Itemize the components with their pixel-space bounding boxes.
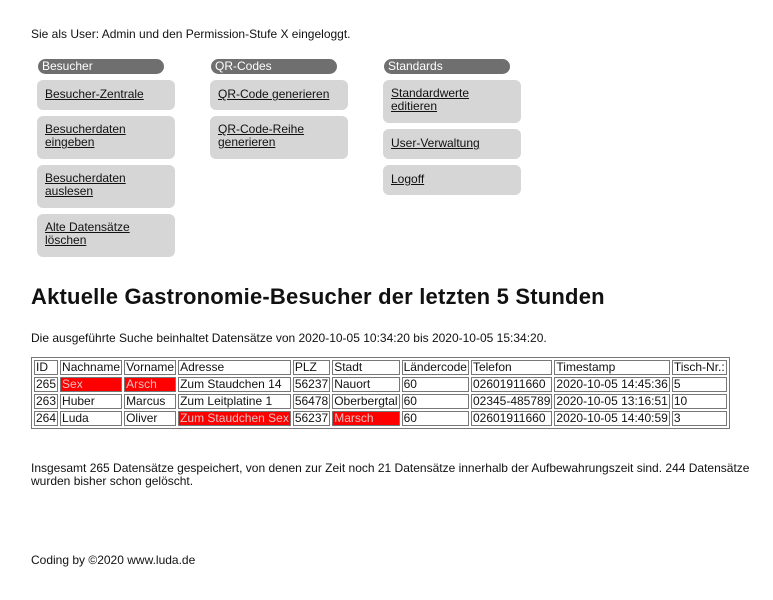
- table-cell: 56478: [294, 394, 329, 408]
- column-header: Nachname: [62, 360, 121, 374]
- table-cell: 60: [402, 411, 469, 426]
- nav-alte-datensaetze-loeschen[interactable]: Alte Datensätze löschen: [37, 214, 175, 257]
- table-cell: 02601911660: [471, 377, 552, 392]
- column-header: Timestamp: [554, 360, 669, 375]
- search-range-info: Die ausgeführte Suche beinhaltet Datensätze von 2020-10-05 10:34:20 bis 2020-10-05 15:34:20.: [31, 331, 547, 345]
- page-title: Aktuelle Gastronomie-Besucher der letzten 5 Stunden: [31, 284, 605, 309]
- nav-qr-code-reihe-generieren[interactable]: QR-Code-Reihe generieren: [210, 116, 348, 159]
- table-cell: 5: [672, 377, 727, 392]
- nav-user-verwaltung[interactable]: User-Verwaltung: [383, 129, 521, 159]
- storage-summary: Insgesamt 265 Datensätze gespeichert, von denen zur Zeit noch 21 Datensätze innerhalb der Aufbewahrungszeit sind. 244 Datensätze wurden bisher schon gelöscht.: [31, 461, 750, 488]
- table-cell: 2020-10-05 14:45:36: [556, 377, 668, 391]
- table-cell: 10: [672, 394, 727, 409]
- footer-credit: Coding by ©2020 www.luda.de: [31, 553, 196, 567]
- table-cell-highlighted: Sex: [60, 377, 122, 392]
- column-header: PLZ: [293, 360, 330, 375]
- table-cell: 60: [402, 377, 469, 392]
- table-cell: 2020-10-05 14:40:59: [556, 411, 668, 425]
- nav-group-qrcodes: [210, 59, 348, 159]
- table-cell: 263: [36, 394, 57, 408]
- table-cell: Huber: [60, 394, 122, 409]
- table-cell: 60: [402, 394, 469, 409]
- table-cell: Zum Leitplatine 1: [178, 394, 291, 409]
- column-header: Ländercode: [403, 360, 467, 374]
- table-row: [34, 394, 727, 409]
- table-cell: 2020-10-05 13:16:51: [556, 394, 668, 408]
- table-cell: 56237: [294, 411, 329, 425]
- table-row: [34, 377, 727, 392]
- table-cell: 264: [36, 411, 57, 425]
- visitor-table: [31, 357, 730, 429]
- nav-group-besucher: [37, 59, 175, 257]
- nav-group-title: Standards: [384, 59, 510, 74]
- table-cell: 02601911660: [471, 411, 552, 426]
- table-cell: 02345-485789: [472, 394, 551, 408]
- table-cell: Zum Staudchen 14: [178, 377, 291, 392]
- table-cell-highlighted: Arsch: [124, 377, 176, 392]
- column-header: Tisch-Nr.:: [673, 360, 725, 374]
- table-header-row: [34, 360, 727, 375]
- column-header: Stadt: [332, 360, 399, 375]
- table-cell: Oliver: [124, 411, 176, 426]
- table-cell: Oberbergtal: [334, 394, 398, 408]
- table-cell: 56237: [294, 377, 329, 391]
- table-row: [34, 411, 727, 426]
- nav-group-title: Besucher: [38, 59, 164, 74]
- table-cell-highlighted: Marsch: [332, 411, 399, 426]
- nav-standardwerte-editieren[interactable]: Standardwerte editieren: [383, 80, 521, 123]
- table-cell: Luda: [60, 411, 122, 426]
- table-cell-highlighted: Zum Staudchen Sex: [180, 411, 289, 425]
- nav-logoff[interactable]: Logoff: [383, 165, 521, 195]
- nav-besucherdaten-auslesen[interactable]: Besucherdaten auslesen: [37, 165, 175, 208]
- column-header: ID: [34, 360, 58, 375]
- table-cell: Nauort: [332, 377, 399, 392]
- nav-group-title: QR-Codes: [211, 59, 337, 74]
- nav-besucher-zentrale[interactable]: Besucher-Zentrale: [37, 80, 175, 110]
- column-header: Adresse: [178, 360, 291, 375]
- nav-besucherdaten-eingeben[interactable]: Besucherdaten eingeben: [37, 116, 175, 159]
- column-header: Vorname: [126, 360, 175, 374]
- table-cell: 265: [36, 377, 57, 391]
- table-cell: 3: [672, 411, 727, 426]
- nav-group-standards: [383, 59, 521, 195]
- login-status: Sie als User: Admin und den Permission-Stufe X eingeloggt.: [31, 27, 351, 41]
- nav-qr-code-generieren[interactable]: QR-Code generieren: [210, 80, 348, 110]
- column-header: Telefon: [471, 360, 552, 375]
- table-cell: Marcus: [124, 394, 176, 409]
